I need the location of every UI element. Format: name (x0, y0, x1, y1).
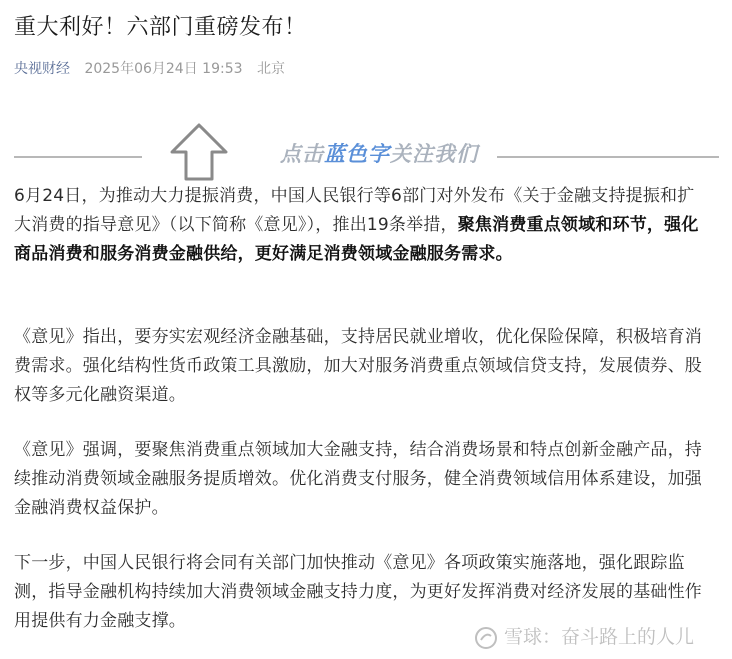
paragraph-3: 《意见》强调，要聚焦消费重点领域加大金融支持，结合消费场景和特点创新金融产品，持续推动消费领域金融服务提质增效。优化消费支付服务，健全消费领域信用体系建设，加强金融消费权益保护。 (14, 440, 702, 518)
paragraph-1-text: 6月24日，为推动大力提振消费，中国人民银行等6部门对外发布《关于金融支持提振和扩大消费的指导意见》（以下简称《意见》），推出19条举措， (14, 186, 695, 235)
paragraph-2: 《意见》指出，要夯实宏观经济金融基础，支持居民就业增收，优化保险保障，积极培育消费需求。强化结构性货币政策工具激励，加大对服务消费重点领域信贷支持，发展债券、股权等多元化融资渠道。 (14, 327, 702, 405)
article-meta (14, 58, 285, 78)
watermark-text: 雪球：奋斗路上的人儿 (504, 626, 695, 648)
snowball-icon (474, 626, 498, 650)
follow-banner[interactable] (0, 120, 732, 184)
paragraph-1-bold: 聚焦消费重点领域和环节，强化商品消费和服务消费金融供给，更好满足消费领域金融服务需求。 (14, 215, 699, 264)
follow-highlight: 蓝色字 (324, 142, 390, 166)
watermark (474, 622, 694, 650)
follow-text[interactable] (280, 138, 478, 168)
follow-prefix: 点击 (280, 142, 324, 166)
follow-suffix: 关注我们 (390, 142, 478, 166)
publish-location: 北京 (256, 61, 285, 77)
source-link[interactable]: 央视财经 (14, 61, 70, 77)
publish-time: 2025年06月24日 19:53 (84, 61, 243, 77)
paragraph-4: 下一步，中国人民银行将会同有关部门加快推动《意见》各项政策实施落地，强化跟踪监测，指导金融机构持续加大消费领域金融支持力度，为更好发挥消费对经济发展的基础性作用提供有力金融支撑。 (14, 553, 702, 631)
paragraph-1 (14, 182, 706, 269)
divider-left (14, 156, 142, 158)
divider-right (497, 156, 719, 158)
up-arrow-icon (168, 122, 230, 182)
article-title: 重大利好！六部门重磅发布！ (14, 15, 307, 40)
